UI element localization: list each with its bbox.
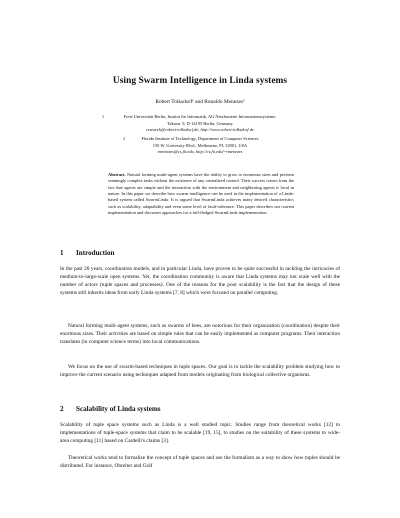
affiliation-marker: 1 <box>102 114 105 119</box>
abstract-text: . It is argued that SwarmLinda achieves many desired characteristics such as scalability, adaptability and even some level of fault-tolerance. This paper describes our current implementation and discusses approaches for a full-fledged SwarmLinda implementation. <box>108 197 294 216</box>
section-heading-scalability <box>60 405 161 413</box>
section-title: Scalability of Linda systems <box>76 405 161 413</box>
body-paragraph: Natural forming multi-agent systems, such as swarms of bees, are notorious for their organization (coordination) despite their enormous sizes. Their activities are based on simple rules that can be easily implemented as computer programs. Their interaction translates (in computer science terms) into local communications. <box>60 323 340 346</box>
section-number: 1 <box>60 249 64 257</box>
body-paragraph: Scalability of tuple space systems such as Linda is a well studied topic. Studies range from theoretical works [12] to implementations of tuple-space systems that claim to be scalable [19, 15], to studies on the suitability of these systems to wide-area computing [11] based on Cardelli's claims [3]. <box>60 422 340 445</box>
affiliation-line: Florida Institute of Technology, Department of Computer Sciences <box>141 136 259 141</box>
paper-authors: Robert Tolksdorf¹ and Ronaldo Menezes² <box>155 99 245 105</box>
affiliation-line: Takustr. 9, D-14195 Berlin, Germany <box>167 120 233 126</box>
abstract-emphasis: SwarmLinda <box>145 197 169 203</box>
body-paragraph: We focus on the use of swarm-based techniques in tuple spaces. Our goal is to tackle the scalability problem studying how to improve the current scenario using techniques adapted from models originating from biological collective organisms. <box>60 364 340 379</box>
affiliation-marker: 2 <box>123 136 126 141</box>
affiliation-email: rmenezes@cs.fit.edu, http://cs.fit.edu/~rmenezes <box>157 149 243 155</box>
abstract-text: Natural forming multi-agent systems have the ability to grow to enormous sizes and perform seemingly complex tasks without the existence of any centralized control. Their success comes from the fact that agents are simple and the interaction with the environment and neighboring agents is local in nature. In this paper we describe how swarm intelligence can be used in the implementation of a Linda-based system called <box>108 172 294 203</box>
section-title: Introduction <box>76 249 115 257</box>
affiliation-email: research@robert-tolksdorf.de, http://www.robert-tolksdorf.de <box>146 127 254 133</box>
section-heading-introduction <box>60 249 115 257</box>
affiliation-line: Freie Universität Berlin, Institut für Informatik, AG Netzbasierte Informationssysteme, <box>123 114 277 119</box>
section-number: 2 <box>60 405 64 413</box>
body-paragraph: Theoretical works tend to formalize the concept of tuple spaces and use the formalism as a way to show how tuples should be distributed. For instance, Obreiter and Gräf <box>60 455 340 470</box>
affiliation-1 <box>0 114 400 134</box>
paper-title: Using Swarm Intelligence in Linda systems <box>112 76 288 86</box>
abstract-label: Abstract. <box>108 172 126 177</box>
affiliation-line: 150 W. University Blvd., Melbourne, FL 32901, USA <box>152 142 248 148</box>
affiliation-2 <box>0 136 400 156</box>
abstract <box>108 172 294 216</box>
body-paragraph: In the past 20 years, coordination models, and in particular Linda, have proven to be quite successful in tackling the intricacies of medium-to-large-scale open systems. Yet, the coordination community is aware that Linda systems may not scale well with the number of actors (tuple spaces and processes). One of the reasons for the poor scalability is the fact that the design of these systems still inherits ideas from early Linda systems [7, 8] which were focused on parallel computing. <box>60 266 340 297</box>
